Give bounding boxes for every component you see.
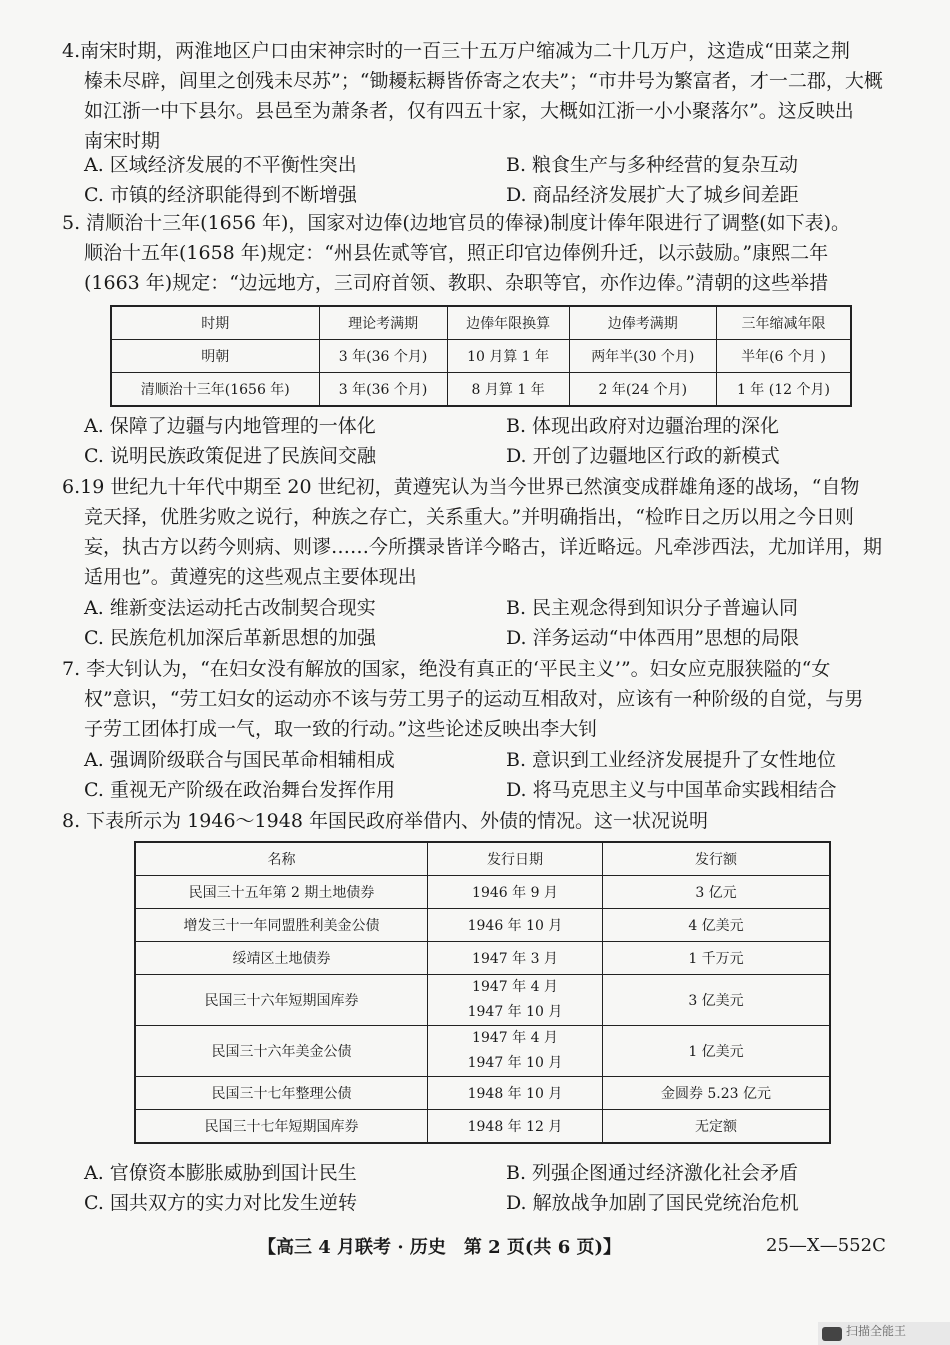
q4-line: 4.南宋时期，两淮地区户口由宋神宗时的一百三十五万户缩减为二十几万户，这造成“田菜之荆 bbox=[62, 40, 850, 62]
table-cell: 半年(6 个月 ) bbox=[716, 340, 851, 373]
table-row bbox=[111, 373, 851, 407]
table-cell: 3 亿美元 bbox=[603, 975, 831, 1026]
q6-line: 6.19 世纪九十年代中期至 20 世纪初，黄遵宪认为当今世界已然演变成群雄角逐的战场，“自物 bbox=[62, 476, 860, 498]
q7-options bbox=[84, 745, 884, 805]
table-row bbox=[135, 876, 830, 909]
q8-option-d: D. 解放战争加剧了国民党统治危机 bbox=[506, 1192, 799, 1214]
scanner-watermark bbox=[818, 1322, 950, 1345]
table-header-cell: 边俸年限换算 bbox=[447, 306, 569, 340]
q4-option-d: D. 商品经济发展扩大了城乡间差距 bbox=[506, 184, 799, 206]
q5-line: (1663 年)规定：“边远地方，三司府首领、教职、杂职等官，亦作边俸。”清朝的这些举措 bbox=[84, 272, 829, 294]
table-cell: 3 年(36 个月) bbox=[319, 340, 447, 373]
date-start: 1947 年 4 月 bbox=[472, 1030, 558, 1046]
table-row bbox=[135, 909, 830, 942]
table-cell: 10 月算 1 年 bbox=[447, 340, 569, 373]
table-cell: 两年半(30 个月) bbox=[569, 340, 716, 373]
q6-option-c: C. 民族危机加深后革新思想的加强 bbox=[84, 627, 376, 649]
table-header-cell: 发行日期 bbox=[428, 842, 603, 876]
q5-options bbox=[84, 411, 884, 471]
q8-table bbox=[134, 841, 831, 1144]
table-row bbox=[135, 1110, 830, 1144]
table-cell: 民国三十七年短期国库券 bbox=[135, 1110, 428, 1144]
q5-line: 5. 清顺治十三年(1656 年)，国家对边俸(边地官员的俸禄)制度计俸年限进行了调整(如下表)。 bbox=[62, 212, 851, 234]
question-8 bbox=[62, 806, 892, 836]
q6-line: 适用也”。黄遵宪的这些观点主要体现出 bbox=[84, 566, 417, 588]
table-cell: 清顺治十三年(1656 年) bbox=[111, 373, 319, 407]
q8-option-b: B. 列强企图通过经济激化社会矛盾 bbox=[506, 1162, 799, 1184]
q5-option-b: B. 体现出政府对边疆治理的深化 bbox=[506, 415, 780, 437]
table-row bbox=[135, 942, 830, 975]
table-cell-dates bbox=[428, 1026, 603, 1077]
table-cell: 1 亿美元 bbox=[603, 1026, 831, 1077]
table-cell: 8 月算 1 年 bbox=[447, 373, 569, 407]
table-row bbox=[111, 340, 851, 373]
q7-option-b: B. 意识到工业经济发展提升了女性地位 bbox=[506, 749, 837, 771]
q7-option-c: C. 重视无产阶级在政治舞台发挥作用 bbox=[84, 779, 395, 801]
table-cell: 3 亿元 bbox=[603, 876, 831, 909]
q4-option-a: A. 区域经济发展的不平衡性突出 bbox=[84, 154, 357, 176]
date-end: 1947 年 10 月 bbox=[467, 1004, 563, 1020]
q5-table bbox=[110, 305, 852, 407]
question-5 bbox=[62, 208, 892, 298]
q8-options bbox=[84, 1158, 884, 1218]
table-cell: 1946 年 10 月 bbox=[428, 909, 603, 942]
question-7 bbox=[62, 654, 892, 744]
table-row bbox=[135, 1077, 830, 1110]
q7-option-d: D. 将马克思主义与中国革命实践相结合 bbox=[506, 779, 837, 801]
q4-options bbox=[84, 150, 884, 210]
q6-line: 妄，执古方以药今则病、则谬……今所撰录皆详今略古，详近略远。凡牵涉西法，尤加详用，期 bbox=[84, 536, 883, 558]
q7-line: 7. 李大钊认为，“在妇女没有解放的国家，绝没有真正的‘平民主义’”。妇女应克服狭隘的“女 bbox=[62, 658, 831, 680]
table-cell: 绥靖区土地债券 bbox=[135, 942, 428, 975]
q6-options bbox=[84, 593, 884, 653]
scanner-watermark-text: 扫描全能王 bbox=[846, 1324, 907, 1338]
table-header-cell: 时期 bbox=[111, 306, 319, 340]
q8-option-c: C. 国共双方的实力对比发生逆转 bbox=[84, 1192, 357, 1214]
table-cell: 4 亿美元 bbox=[603, 909, 831, 942]
table-cell: 1 年 (12 个月) bbox=[716, 373, 851, 407]
table-row bbox=[135, 1026, 830, 1077]
table-cell: 明朝 bbox=[111, 340, 319, 373]
table-header-cell: 边俸考满期 bbox=[569, 306, 716, 340]
q6-option-d: D. 洋务运动“中体西用”思想的局限 bbox=[506, 627, 800, 649]
table-cell: 民国三十七年整理公债 bbox=[135, 1077, 428, 1110]
table-header-cell: 发行额 bbox=[603, 842, 831, 876]
table-header-cell: 理论考满期 bbox=[319, 306, 447, 340]
q7-line: 权”意识，“劳工妇女的运动亦不该与劳工男子的运动互相敌对，应该有一种阶级的自觉，与男 bbox=[84, 688, 864, 710]
q5-option-d: D. 开创了边疆地区行政的新模式 bbox=[506, 445, 780, 467]
table-header-row bbox=[111, 306, 851, 340]
table-header-row bbox=[135, 842, 830, 876]
table-cell: 1948 年 12 月 bbox=[428, 1110, 603, 1144]
q5-line: 顺治十五年(1658 年)规定：“州县佐贰等官，照正印官边俸例升迁，以示鼓励。”康熙二年 bbox=[84, 242, 829, 264]
table-cell: 民国三十五年第 2 期土地债券 bbox=[135, 876, 428, 909]
table-cell: 1 千万元 bbox=[603, 942, 831, 975]
q6-option-a: A. 维新变法运动托古改制契合现实 bbox=[84, 597, 376, 619]
q4-line: 如江浙一中下县尔。县邑至为萧条者，仅有四五十家，大概如江浙一小小聚落尔”。这反映出 bbox=[84, 100, 854, 122]
table-cell: 无定额 bbox=[603, 1110, 831, 1144]
q5-option-c: C. 说明民族政策促进了民族间交融 bbox=[84, 445, 376, 467]
q4-line: 榛未尽辟，闾里之创残未尽苏”；“锄耰耘耨皆侨寄之农夫”；“市井号为繁富者，才一二郡，大概 bbox=[84, 70, 883, 92]
table-cell: 金圆券 5.23 亿元 bbox=[603, 1077, 831, 1110]
table-cell-dates bbox=[428, 975, 603, 1026]
table-cell: 1948 年 10 月 bbox=[428, 1077, 603, 1110]
q4-option-b: B. 粮食生产与多种经营的复杂互动 bbox=[506, 154, 799, 176]
q6-line: 竞天择，优胜劣败之说行，种族之存亡，关系重大。”并明确指出，“检昨日之历以用之今日则 bbox=[84, 506, 854, 528]
date-end: 1947 年 10 月 bbox=[467, 1055, 563, 1071]
question-4 bbox=[62, 36, 892, 156]
q8-option-a: A. 官僚资本膨胀威胁到国计民生 bbox=[84, 1162, 357, 1184]
q7-line: 子劳工团体打成一气，取一致的行动。”这些论述反映出李大钊 bbox=[84, 718, 598, 740]
page-footer: 【高三 4 月联考 · 历史 第 2 页(共 6 页)】 bbox=[258, 1237, 622, 1258]
table-header-cell: 三年缩减年限 bbox=[716, 306, 851, 340]
q5-option-a: A. 保障了边疆与内地管理的一体化 bbox=[84, 415, 376, 437]
q7-option-a: A. 强调阶级联合与国民革命相辅相成 bbox=[84, 749, 395, 771]
table-cell: 1946 年 9 月 bbox=[428, 876, 603, 909]
scanner-logo-icon bbox=[822, 1327, 842, 1341]
date-start: 1947 年 4 月 bbox=[472, 979, 558, 995]
q8-line: 8. 下表所示为 1946～1948 年国民政府举借内、外债的情况。这一状况说明 bbox=[62, 810, 708, 832]
table-cell: 民国三十六年短期国库券 bbox=[135, 975, 428, 1026]
table-header-cell: 名称 bbox=[135, 842, 428, 876]
q4-option-c: C. 市镇的经济职能得到不断增强 bbox=[84, 184, 357, 206]
table-cell: 1947 年 3 月 bbox=[428, 942, 603, 975]
exam-code: 25—X—552C bbox=[766, 1235, 886, 1256]
q6-option-b: B. 民主观念得到知识分子普遍认同 bbox=[506, 597, 799, 619]
table-cell: 增发三十一年同盟胜利美金公债 bbox=[135, 909, 428, 942]
q4-line: 南宋时期 bbox=[84, 130, 161, 152]
question-6 bbox=[62, 472, 892, 592]
table-row bbox=[135, 975, 830, 1026]
table-cell: 3 年(36 个月) bbox=[319, 373, 447, 407]
table-cell: 2 年(24 个月) bbox=[569, 373, 716, 407]
table-cell: 民国三十六年美金公债 bbox=[135, 1026, 428, 1077]
